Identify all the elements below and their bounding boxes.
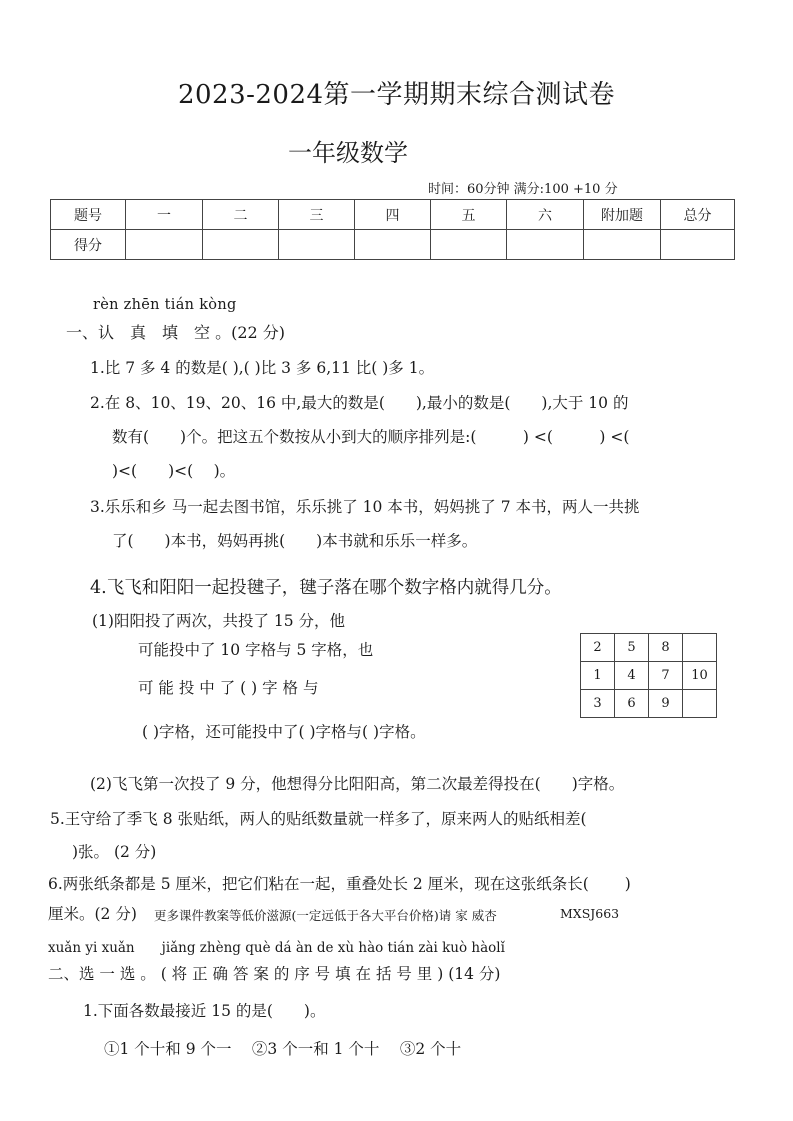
score-header-cell: 二 — [203, 200, 279, 230]
question-4-title: 4.飞飞和阳阳一起投毽子，毽子落在哪个数字格内就得几分。 — [90, 578, 562, 598]
grid-cell: 7 — [649, 662, 683, 690]
promo-text: 更多课件教案等低价滋源(一定远低于各大平台价格)请 家 威杏 — [154, 908, 497, 923]
grid-row — [581, 634, 717, 662]
question-6-line2: 厘米。(2 分) — [48, 905, 137, 923]
question-2-line2: 数有( )个。把这五个数按从小到大的顺序排列是:( ) <( ) <( — [112, 428, 630, 446]
section2-question-1-options: ①1 个十和 9 个一 ②3 个一和 1 个十 ③2 个十 — [104, 1040, 462, 1058]
section2-pinyin: xuǎn yi xuǎn jiǎng zhèng què dá àn de xù hào tián zài kuò hàolǐ — [48, 940, 505, 956]
score-header-cell: 三 — [279, 200, 355, 230]
question-3-line1: 3.乐乐和乡 马一起去图书馆，乐乐挑了 10 本书，妈妈挑了 7 本书，两人一共挑 — [90, 498, 640, 516]
grid-cell: 6 — [615, 690, 649, 718]
score-row-label: 得分 — [51, 230, 126, 260]
score-header-cell: 四 — [355, 200, 431, 230]
grid-cell: 2 — [581, 634, 615, 662]
score-header-cell: 题号 — [51, 200, 126, 230]
grid-cell: 1 — [581, 662, 615, 690]
question-6-line1: 6.两张纸条都是 5 厘米，把它们粘在一起，重叠处长 2 厘米，现在这张纸条长( ) — [48, 875, 631, 893]
grid-cell: 10 — [683, 662, 717, 690]
score-cell[interactable] — [355, 230, 431, 260]
score-header-cell: 附加题 — [584, 200, 661, 230]
grid-row — [581, 662, 717, 690]
question-4-1-line3: 可 能 投 中 了 ( ) 字 格 与 — [138, 679, 319, 697]
score-header-cell: 五 — [431, 200, 507, 230]
question-4-2: (2)飞飞第一次投了 9 分，他想得分比阳阳高，第二次最差得投在( )字格。 — [90, 775, 625, 793]
score-header-cell: 一 — [126, 200, 203, 230]
grid-cell: 5 — [615, 634, 649, 662]
grid-cell: 8 — [649, 634, 683, 662]
exam-meta: 时间：60分钟 满分:100 +10 分 — [428, 182, 618, 197]
score-cell[interactable] — [431, 230, 507, 260]
question-4-1-line2: 可能投中了 10 字格与 5 字格，也 — [138, 641, 374, 659]
section2-question-1: 1.下面各数最接近 15 的是( )。 — [83, 1002, 326, 1020]
question-1: 1.比 7 多 4 的数是( ),( )比 3 多 6,11 比( )多 1。 — [90, 359, 435, 377]
page-title: 2023-2024第一学期期末综合测试卷 — [177, 80, 616, 110]
grid-cell: 3 — [581, 690, 615, 718]
score-cell[interactable] — [126, 230, 203, 260]
grid-cell: 9 — [649, 690, 683, 718]
question-2-line3: )<( )<( )。 — [112, 462, 236, 480]
question-5-line2: )张。 (2 分) — [72, 843, 157, 861]
question-5-line1: 5.王守给了季飞 8 张贴纸，两人的贴纸数量就一样多了，原来两人的贴纸相差( — [50, 810, 587, 828]
score-header-cell: 六 — [507, 200, 584, 230]
grid-row — [581, 690, 717, 718]
section1-heading: 一、认 真 填 空 。(22 分) — [66, 323, 286, 342]
score-cell[interactable] — [507, 230, 584, 260]
score-table-score-row — [51, 230, 735, 260]
promo-code: MXSJ663 — [560, 906, 620, 921]
score-header-cell: 总分 — [661, 200, 735, 230]
question-4-1-line4: ( )字格，还可能投中了( )字格与( )字格。 — [142, 723, 426, 741]
score-cell[interactable] — [661, 230, 735, 260]
score-table-header-row — [51, 200, 735, 230]
score-cell[interactable] — [203, 230, 279, 260]
section2-heading: 二、选 一 选 。 ( 将 正 确 答 案 的 序 号 填 在 括 号 里 ) (14 分) — [48, 965, 501, 983]
question-2-line1: 2.在 8、10、19、20、16 中,最大的数是( ),最小的数是( ),大于 10 的 — [90, 394, 629, 412]
grid-cell — [683, 634, 717, 662]
score-cell[interactable] — [584, 230, 661, 260]
question-3-line2: 了( )本书，妈妈再挑( )本书就和乐乐一样多。 — [112, 532, 478, 550]
score-cell[interactable] — [279, 230, 355, 260]
grid-cell — [683, 690, 717, 718]
question-4-1-line1: (1)阳阳投了两次，共投了 15 分，他 — [92, 612, 346, 630]
target-number-grid — [580, 633, 717, 718]
score-table — [50, 199, 735, 260]
section1-pinyin: rèn zhēn tián kòng — [93, 297, 237, 313]
page-subtitle: 一年级数学 — [288, 139, 408, 167]
grid-cell: 4 — [615, 662, 649, 690]
